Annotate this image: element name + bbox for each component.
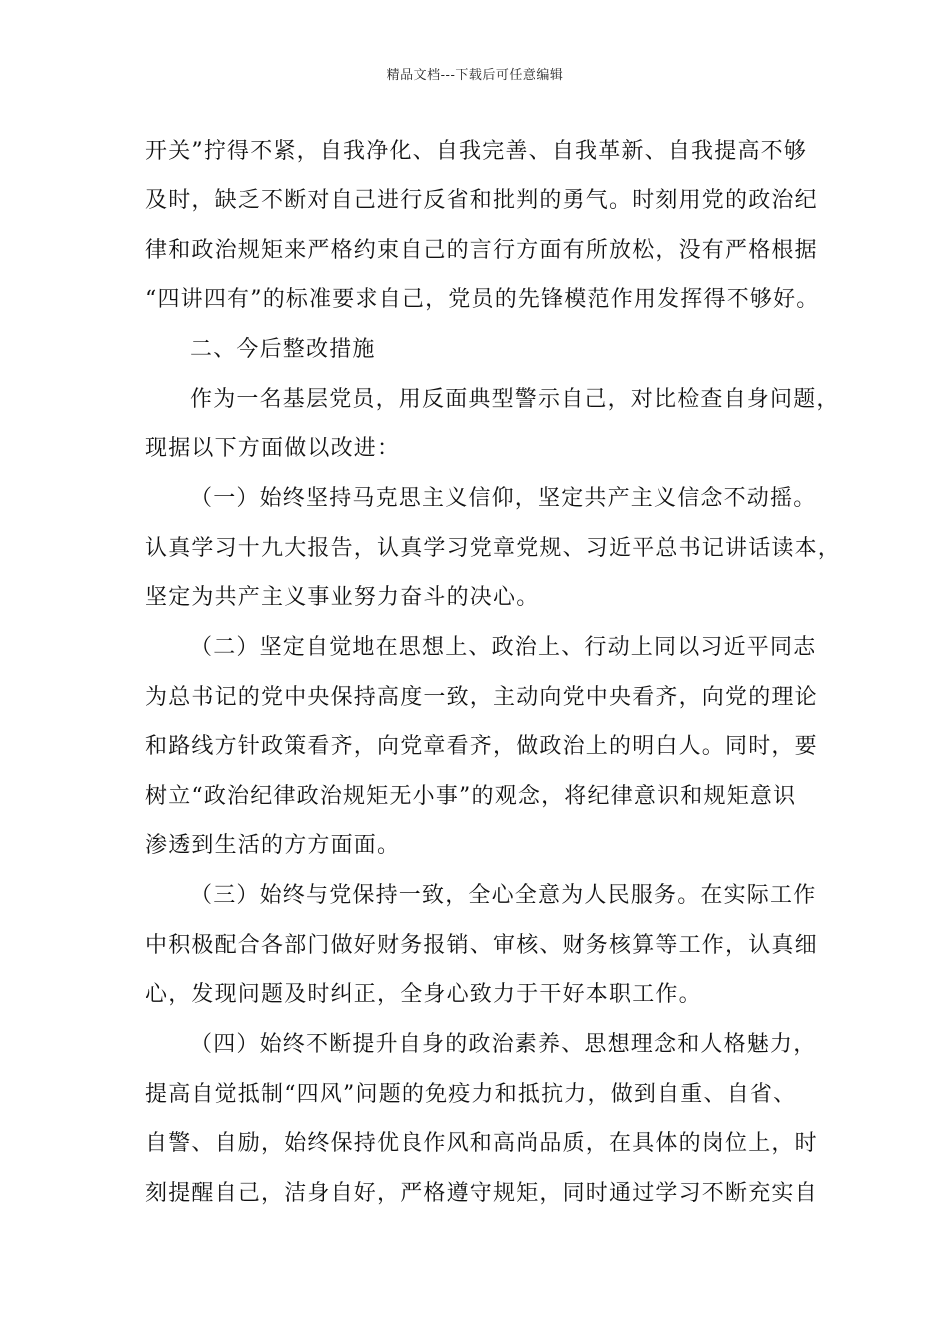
text-line: 树立“政治纪律政治规矩无小事”的观念，将纪律意识和规矩意识 — [145, 784, 797, 809]
text-line: 开关”拧得不紧，自我净化、自我完善、自我革新、自我提高不够 — [145, 139, 808, 164]
text-line: 提高自觉抵制“四风”问题的免疫力和抵抗力，做到自重、自省、 — [145, 1082, 797, 1107]
text-line: 认真学习十九大报告，认真学习党章党规、习近平总书记讲话读本， — [145, 536, 842, 561]
text-line: “四讲四有”的标准要求自己，党员的先锋模范作用发挥得不够好。 — [145, 287, 820, 312]
text-line: （四）始终不断提升自身的政治素养、思想理念和人格魅力， — [190, 1032, 817, 1057]
text-line: 自警、自励，始终保持优良作风和高尚品质，在具体的岗位上，时 — [145, 1131, 818, 1156]
text-line: 刻提醒自己，洁身自好，严格遵守规矩，同时通过学习不断充实自 — [145, 1181, 818, 1206]
text-line: 作为一名基层党员，用反面典型警示自己，对比检查自身问题， — [190, 387, 840, 412]
text-line: 律和政治规矩来严格约束自己的言行方面有所放松，没有严格根据 — [145, 238, 818, 263]
text-line: （三）始终与党保持一致，全心全意为人民服务。在实际工作 — [190, 883, 817, 908]
page-header: 精品文档---下载后可任意编辑 — [386, 68, 564, 83]
text-line: （二）坚定自觉地在思想上、政治上、行动上同以习近平同志 — [190, 635, 817, 660]
text-line: 坚定为共产主义事业努力奋斗的决心。 — [145, 585, 540, 610]
text-line: 心，发现问题及时纠正，全身心致力于干好本职工作。 — [145, 982, 702, 1007]
text-line: （一）始终坚持马克思主义信仰，坚定共产主义信念不动摇。 — [190, 486, 817, 511]
text-line: 渗透到生活的方方面面。 — [145, 833, 401, 858]
text-line: 和路线方针政策看齐，向党章看齐，做政治上的明白人。同时，要 — [145, 734, 818, 759]
text-line: 中积极配合各部门做好财务报销、审核、财务核算等工作，认真细 — [145, 933, 818, 958]
text-line: 现据以下方面做以改进： — [145, 436, 401, 461]
text-line: 为总书记的党中央保持高度一致，主动向党中央看齐，向党的理论 — [145, 685, 818, 710]
section-heading: 二、今后整改措施 — [190, 337, 376, 362]
text-line: 及时，缺乏不断对自己进行反省和批判的勇气。时刻用党的政治纪 — [145, 188, 818, 213]
